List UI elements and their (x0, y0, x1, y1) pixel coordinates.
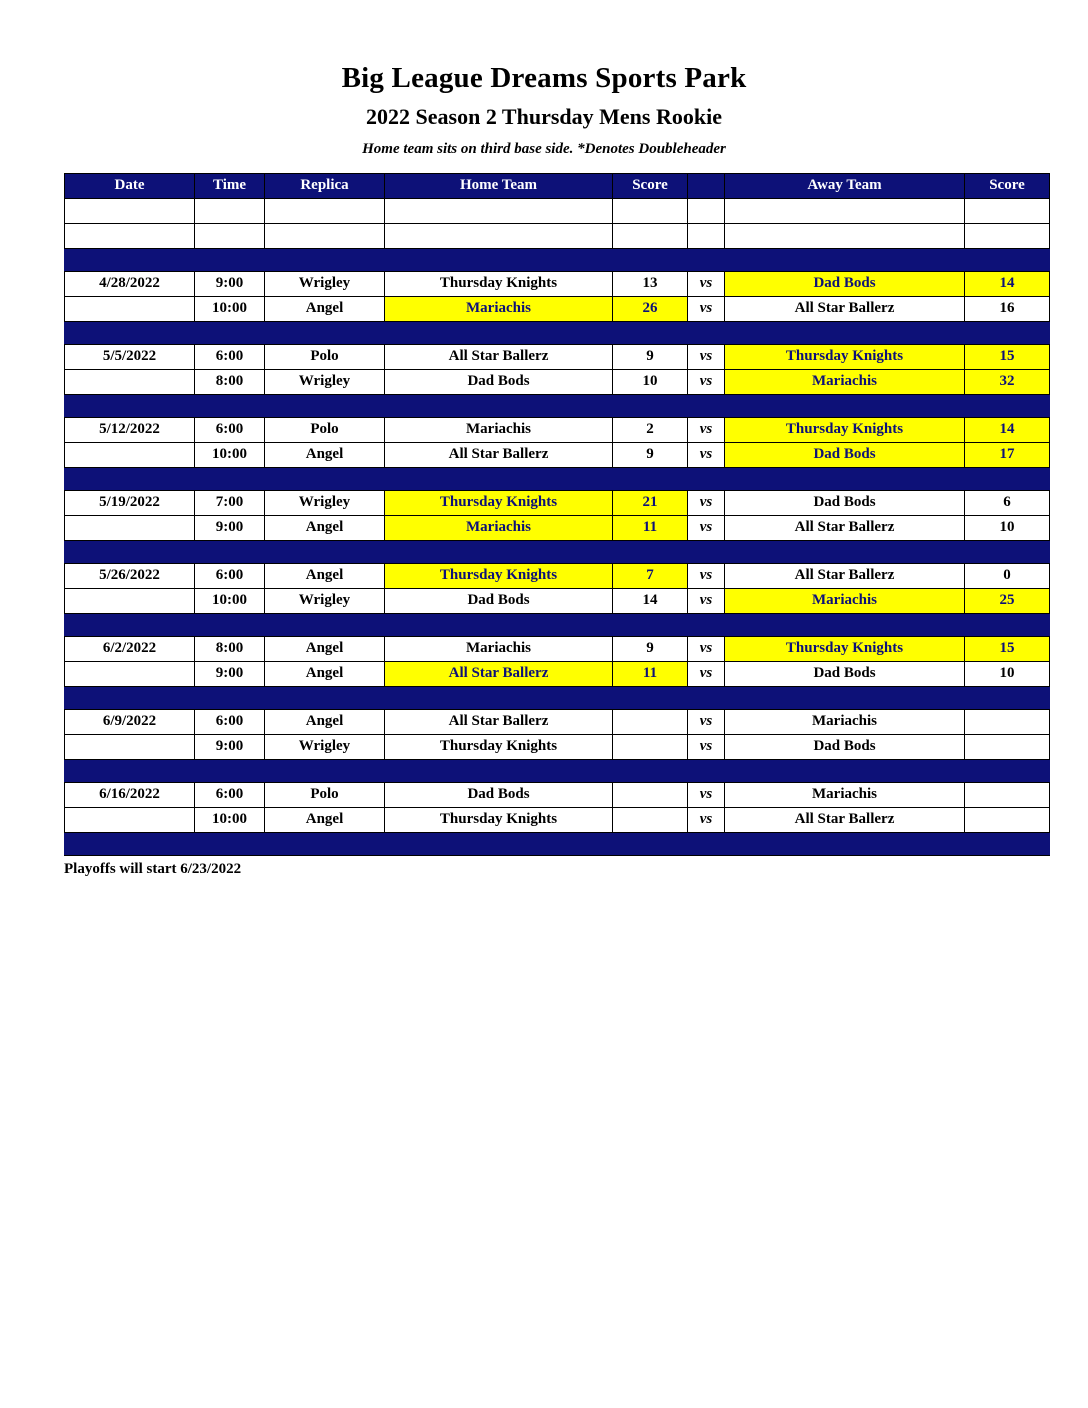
away-team-cell: Thursday Knights (725, 636, 965, 661)
away-team-cell: All Star Ballerz (725, 515, 965, 540)
game-time-cell: 8:00 (195, 369, 265, 394)
home-team-cell: Dad Bods (385, 369, 613, 394)
game-date-cell (65, 369, 195, 394)
away-team-cell: Thursday Knights (725, 417, 965, 442)
away-team-cell: Dad Bods (725, 271, 965, 296)
column-header-time: Time (195, 173, 265, 198)
game-time-cell: 8:00 (195, 636, 265, 661)
home-score-cell: 11 (613, 661, 688, 686)
game-time-cell: 6:00 (195, 344, 265, 369)
game-date-cell (65, 442, 195, 467)
away-score-cell: 16 (965, 296, 1050, 321)
home-team-cell: Thursday Knights (385, 490, 613, 515)
game-date-cell (65, 588, 195, 613)
vs-label-cell: vs (688, 807, 725, 832)
away-team-cell: Mariachis (725, 588, 965, 613)
game-time-cell: 7:00 (195, 490, 265, 515)
game-time-cell: 9:00 (195, 515, 265, 540)
vs-label-cell: vs (688, 588, 725, 613)
empty-cell (613, 223, 688, 248)
table-row (65, 344, 1050, 369)
table-row (65, 515, 1050, 540)
game-time-cell: 9:00 (195, 734, 265, 759)
empty-cell (688, 223, 725, 248)
away-score-cell: 0 (965, 563, 1050, 588)
header-note: Home team sits on third base side. *Denotes Doubleheader (362, 140, 726, 157)
column-header-vs (688, 173, 725, 198)
table-row (65, 782, 1050, 807)
table-spacer-row (65, 198, 1050, 223)
away-score-cell: 15 (965, 636, 1050, 661)
game-date-cell: 6/16/2022 (65, 782, 195, 807)
game-time-cell: 9:00 (195, 661, 265, 686)
game-time-cell: 6:00 (195, 782, 265, 807)
game-time-cell: 10:00 (195, 807, 265, 832)
vs-label-cell: vs (688, 734, 725, 759)
game-replica-cell: Angel (265, 636, 385, 661)
table-body (65, 198, 1050, 855)
away-team-cell: Mariachis (725, 369, 965, 394)
away-score-cell (965, 782, 1050, 807)
empty-cell (385, 198, 613, 223)
game-date-cell: 6/9/2022 (65, 709, 195, 734)
away-score-cell: 25 (965, 588, 1050, 613)
game-date-cell (65, 661, 195, 686)
home-score-cell (613, 734, 688, 759)
away-score-cell: 10 (965, 661, 1050, 686)
game-replica-cell: Wrigley (265, 271, 385, 296)
game-time-cell: 6:00 (195, 417, 265, 442)
empty-cell (195, 223, 265, 248)
table-header-row (65, 173, 1050, 198)
home-team-cell: Thursday Knights (385, 271, 613, 296)
separator-band (65, 540, 1050, 563)
game-date-cell: 5/12/2022 (65, 417, 195, 442)
table-separator-row (65, 248, 1050, 271)
game-date-cell (65, 734, 195, 759)
game-replica-cell: Wrigley (265, 369, 385, 394)
game-date-cell (65, 515, 195, 540)
empty-cell (65, 198, 195, 223)
home-team-cell: All Star Ballerz (385, 709, 613, 734)
home-team-cell: Mariachis (385, 417, 613, 442)
vs-label-cell: vs (688, 709, 725, 734)
vs-label-cell: vs (688, 515, 725, 540)
away-score-cell: 14 (965, 271, 1050, 296)
empty-cell (965, 198, 1050, 223)
home-score-cell: 9 (613, 442, 688, 467)
vs-label-cell: vs (688, 442, 725, 467)
away-score-cell: 15 (965, 344, 1050, 369)
home-score-cell: 9 (613, 636, 688, 661)
game-replica-cell: Angel (265, 807, 385, 832)
game-date-cell (65, 296, 195, 321)
vs-label-cell: vs (688, 296, 725, 321)
table-row (65, 271, 1050, 296)
away-score-cell (965, 709, 1050, 734)
table-separator-row (65, 759, 1050, 782)
separator-band (65, 832, 1050, 855)
vs-label-cell: vs (688, 782, 725, 807)
empty-cell (725, 223, 965, 248)
vs-label-cell: vs (688, 344, 725, 369)
table-separator-row (65, 467, 1050, 490)
away-team-cell: All Star Ballerz (725, 807, 965, 832)
game-replica-cell: Angel (265, 563, 385, 588)
column-header-date: Date (65, 173, 195, 198)
away-team-cell: Dad Bods (725, 490, 965, 515)
game-date-cell: 5/26/2022 (65, 563, 195, 588)
game-time-cell: 9:00 (195, 271, 265, 296)
home-team-cell: Mariachis (385, 296, 613, 321)
separator-band (65, 394, 1050, 417)
vs-label-cell: vs (688, 271, 725, 296)
home-team-cell: Thursday Knights (385, 807, 613, 832)
away-team-cell: Dad Bods (725, 734, 965, 759)
game-replica-cell: Angel (265, 661, 385, 686)
home-score-cell: 26 (613, 296, 688, 321)
game-time-cell: 10:00 (195, 588, 265, 613)
away-score-cell: 32 (965, 369, 1050, 394)
home-score-cell: 7 (613, 563, 688, 588)
table-row (65, 369, 1050, 394)
home-score-cell: 2 (613, 417, 688, 442)
table-row (65, 442, 1050, 467)
game-time-cell: 6:00 (195, 709, 265, 734)
game-date-cell (65, 807, 195, 832)
home-score-cell: 11 (613, 515, 688, 540)
game-replica-cell: Angel (265, 442, 385, 467)
home-team-cell: All Star Ballerz (385, 344, 613, 369)
playoffs-note: Playoffs will start 6/23/2022 (64, 860, 242, 877)
table-row (65, 296, 1050, 321)
table-row (65, 490, 1050, 515)
game-date-cell: 4/28/2022 (65, 271, 195, 296)
home-score-cell: 14 (613, 588, 688, 613)
document-header (0, 0, 1088, 158)
home-team-cell: All Star Ballerz (385, 661, 613, 686)
table-separator-row (65, 321, 1050, 344)
away-team-cell: All Star Ballerz (725, 563, 965, 588)
game-replica-cell: Polo (265, 782, 385, 807)
away-team-cell: Mariachis (725, 782, 965, 807)
away-score-cell (965, 734, 1050, 759)
away-score-cell (965, 807, 1050, 832)
home-team-cell: Thursday Knights (385, 734, 613, 759)
vs-label-cell: vs (688, 417, 725, 442)
empty-cell (688, 198, 725, 223)
away-score-cell: 14 (965, 417, 1050, 442)
table-row (65, 588, 1050, 613)
empty-cell (613, 198, 688, 223)
home-team-cell: Mariachis (385, 515, 613, 540)
home-team-cell: Dad Bods (385, 588, 613, 613)
empty-cell (195, 198, 265, 223)
separator-band (65, 686, 1050, 709)
table-row (65, 734, 1050, 759)
game-replica-cell: Wrigley (265, 588, 385, 613)
table-separator-row (65, 540, 1050, 563)
game-date-cell: 6/2/2022 (65, 636, 195, 661)
game-time-cell: 10:00 (195, 442, 265, 467)
vs-label-cell: vs (688, 490, 725, 515)
vs-label-cell: vs (688, 563, 725, 588)
vs-label-cell: vs (688, 661, 725, 686)
table-separator-row (65, 832, 1050, 855)
empty-cell (65, 223, 195, 248)
empty-cell (965, 223, 1050, 248)
empty-cell (385, 223, 613, 248)
away-team-cell: Dad Bods (725, 661, 965, 686)
table-row (65, 636, 1050, 661)
game-replica-cell: Angel (265, 709, 385, 734)
home-score-cell: 9 (613, 344, 688, 369)
home-team-cell: Dad Bods (385, 782, 613, 807)
table-separator-row (65, 686, 1050, 709)
home-score-cell: 21 (613, 490, 688, 515)
separator-band (65, 321, 1050, 344)
page-title: Big League Dreams Sports Park (341, 62, 747, 94)
table-separator-row (65, 394, 1050, 417)
game-time-cell: 10:00 (195, 296, 265, 321)
away-score-cell: 6 (965, 490, 1050, 515)
table-separator-row (65, 613, 1050, 636)
empty-cell (725, 198, 965, 223)
page-subtitle: 2022 Season 2 Thursday Mens Rookie (366, 104, 722, 130)
vs-label-cell: vs (688, 369, 725, 394)
game-replica-cell: Angel (265, 515, 385, 540)
separator-band (65, 759, 1050, 782)
column-header-score-away: Score (965, 173, 1050, 198)
column-header-replica: Replica (265, 173, 385, 198)
away-score-cell: 17 (965, 442, 1050, 467)
table-spacer-row (65, 223, 1050, 248)
empty-cell (265, 223, 385, 248)
table-row (65, 417, 1050, 442)
column-header-score-home: Score (613, 173, 688, 198)
schedule-table (64, 173, 1050, 856)
separator-band (65, 248, 1050, 271)
away-team-cell: Thursday Knights (725, 344, 965, 369)
vs-label-cell: vs (688, 636, 725, 661)
table-row (65, 563, 1050, 588)
table-row (65, 709, 1050, 734)
away-score-cell: 10 (965, 515, 1050, 540)
game-date-cell: 5/19/2022 (65, 490, 195, 515)
game-replica-cell: Polo (265, 417, 385, 442)
home-score-cell (613, 782, 688, 807)
game-replica-cell: Angel (265, 296, 385, 321)
home-score-cell (613, 709, 688, 734)
away-team-cell: Dad Bods (725, 442, 965, 467)
column-header-away: Away Team (725, 173, 965, 198)
empty-cell (265, 198, 385, 223)
game-replica-cell: Wrigley (265, 734, 385, 759)
home-score-cell: 10 (613, 369, 688, 394)
game-replica-cell: Wrigley (265, 490, 385, 515)
home-team-cell: Mariachis (385, 636, 613, 661)
table-row (65, 807, 1050, 832)
game-time-cell: 6:00 (195, 563, 265, 588)
away-team-cell: Mariachis (725, 709, 965, 734)
home-team-cell: Thursday Knights (385, 563, 613, 588)
separator-band (65, 613, 1050, 636)
away-team-cell: All Star Ballerz (725, 296, 965, 321)
table-row (65, 661, 1050, 686)
home-score-cell: 13 (613, 271, 688, 296)
game-replica-cell: Polo (265, 344, 385, 369)
home-score-cell (613, 807, 688, 832)
game-date-cell: 5/5/2022 (65, 344, 195, 369)
home-team-cell: All Star Ballerz (385, 442, 613, 467)
column-header-home: Home Team (385, 173, 613, 198)
separator-band (65, 467, 1050, 490)
